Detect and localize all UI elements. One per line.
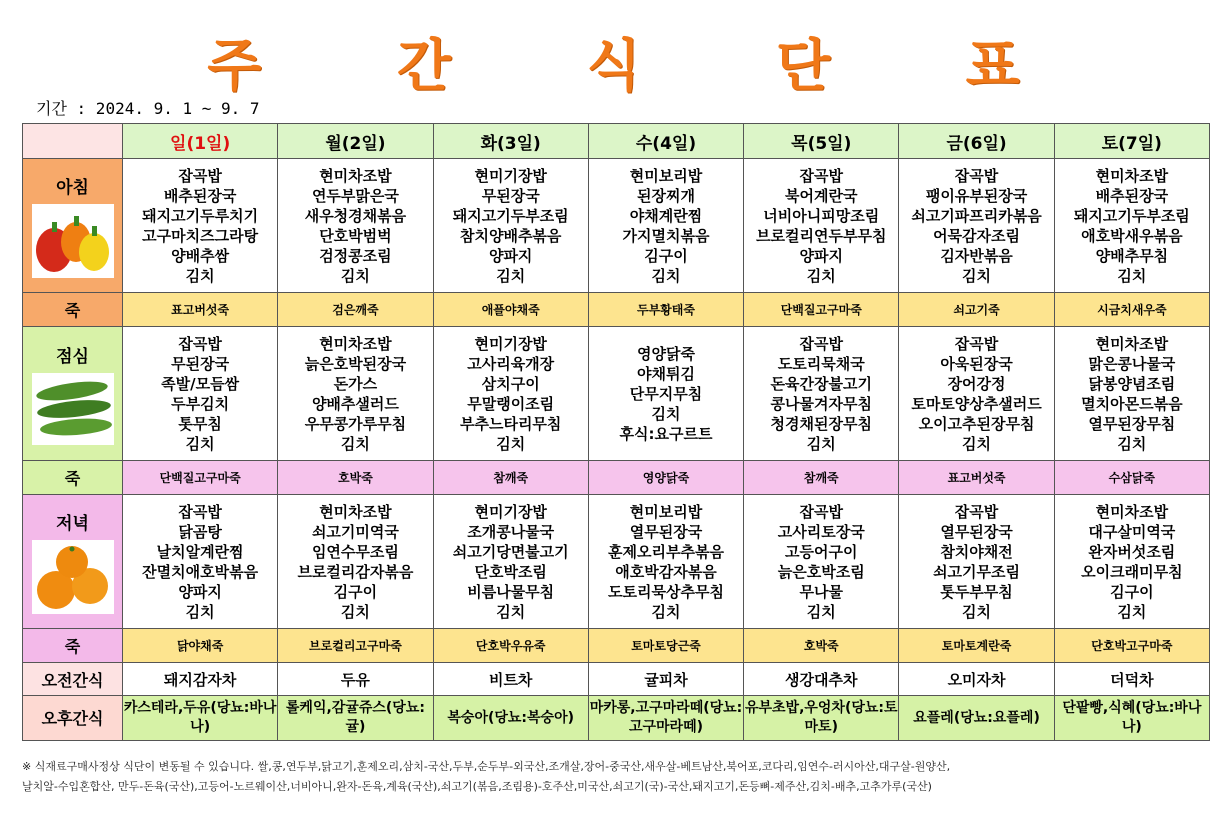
menu-item: (당뇨:바나나) <box>1121 700 1202 735</box>
day-header: 일(1일) <box>123 124 278 159</box>
menu-item: 영양닭죽 <box>637 344 695 363</box>
meal-cell <box>1054 159 1209 293</box>
menu-item: 닭봉양념조림 <box>1088 374 1176 393</box>
menu-item: 두부김치 <box>171 394 230 413</box>
menu-item: 오이고추된장무침 <box>918 414 1035 433</box>
menu-item: 배추된장국 <box>1095 186 1169 205</box>
snack-cell <box>123 696 278 741</box>
menu-item: 도토리묵상추무침 <box>608 582 724 601</box>
porridge-cell: 단백질고구마죽 <box>123 461 278 495</box>
menu-item: 단호박범벅 <box>319 226 392 245</box>
menu-item: 고사리토장국 <box>777 522 865 541</box>
meal-cell <box>433 495 588 629</box>
menu-item: 잡곡밥 <box>799 334 843 353</box>
menu-item: 김치 <box>962 266 992 285</box>
menu-item: 닭곰탕 <box>178 522 222 541</box>
day-header: 수(4일) <box>588 124 743 159</box>
tangerines-icon <box>32 540 114 614</box>
menu-item: 청경채된장무침 <box>770 414 872 433</box>
menu-item: 비름나물무침 <box>467 582 555 601</box>
menu-item: 잡곡밥 <box>954 502 999 521</box>
porridge-cell: 표고버섯죽 <box>899 461 1054 495</box>
meal-cell <box>123 159 278 293</box>
menu-item: 쇠고기당면불고기 <box>452 542 569 561</box>
menu-item: (당뇨:요플레) <box>953 709 1040 726</box>
menu-item: 김구이 <box>333 582 378 601</box>
menu-item: 김치 <box>651 266 681 285</box>
meal-cell <box>278 159 433 293</box>
snack-cell: 두유 <box>278 663 433 696</box>
menu-item: 카스테라,두유 <box>123 700 211 716</box>
breakfast-label: 아침 <box>56 178 89 198</box>
lunch-label: 점심 <box>56 347 89 367</box>
breakfast-label-cell <box>23 159 123 293</box>
porridge-label: 죽 <box>23 461 123 495</box>
meal-cell <box>278 327 433 461</box>
menu-item: 김치 <box>496 434 526 453</box>
menu-item: 고등어구이 <box>785 542 858 561</box>
menu-item: 돼지고기두부조림 <box>452 206 569 225</box>
dinner-row <box>23 495 1210 629</box>
porridge-row-morning <box>23 293 1210 327</box>
porridge-cell: 검은깨죽 <box>278 293 433 327</box>
menu-item: 족발/모듬쌈 <box>161 374 240 393</box>
day-header: 월(2일) <box>278 124 433 159</box>
menu-item: 잡곡밥 <box>799 502 843 521</box>
snack-cell <box>278 696 433 741</box>
menu-item: 톳무침 <box>178 414 222 433</box>
porridge-cell: 단호박고구마죽 <box>1054 629 1209 663</box>
menu-item: 늙은호박조림 <box>777 562 865 581</box>
menu-item: (당뇨:복숭아) <box>487 709 574 726</box>
porridge-cell: 시금치새우죽 <box>1054 293 1209 327</box>
menu-item: 롤케익,감귤쥬스 <box>285 700 386 716</box>
menu-item: 무된장국 <box>481 186 540 205</box>
menu-item: 김치 <box>340 434 370 453</box>
snack-pm-row <box>23 696 1210 741</box>
menu-item: 김치 <box>806 434 836 453</box>
snack-cell: 오미자차 <box>899 663 1054 696</box>
menu-item: 훈제오리부추볶음 <box>608 542 724 561</box>
menu-item: 새우청경채볶음 <box>304 206 407 225</box>
lunch-label-cell <box>23 327 123 461</box>
meal-cell <box>278 495 433 629</box>
menu-item: 김치 <box>1117 266 1147 285</box>
meal-cell <box>433 159 588 293</box>
menu-item: 김치 <box>651 602 681 621</box>
menu-item: 연두부맑은국 <box>311 186 399 205</box>
porridge-cell: 쇠고기죽 <box>899 293 1054 327</box>
meal-cell <box>588 327 743 461</box>
porridge-cell: 브로컬리고구마죽 <box>278 629 433 663</box>
menu-item: 돈육간장불고기 <box>770 374 872 393</box>
day-header: 목(5일) <box>744 124 899 159</box>
period-label: 기간 : 2024. 9. 1 ~ 9. 7 <box>36 99 260 118</box>
cucumbers-icon <box>32 373 114 445</box>
menu-item: 현미기장밥 <box>474 334 547 353</box>
menu-item: 배추된장국 <box>163 186 237 205</box>
menu-item: 쇠고기파프리카볶음 <box>911 206 1042 225</box>
menu-item: 김치 <box>962 602 992 621</box>
menu-item: 김구이 <box>644 246 688 265</box>
day-header: 토(7일) <box>1054 124 1209 159</box>
menu-item: 팽이유부된장국 <box>925 186 1028 205</box>
snack-cell <box>588 696 743 741</box>
menu-item: 김치 <box>185 434 215 453</box>
meal-cell <box>588 159 743 293</box>
porridge-cell: 참깨죽 <box>433 461 588 495</box>
porridge-row-midday <box>23 461 1210 495</box>
day-header: 화(3일) <box>433 124 588 159</box>
porridge-cell: 참깨죽 <box>744 461 899 495</box>
menu-item: 현미차조밥 <box>1095 166 1169 185</box>
menu-item: 완자버섯조림 <box>1088 542 1176 561</box>
porridge-cell: 호박죽 <box>744 629 899 663</box>
snack-cell <box>744 696 899 741</box>
meal-cell <box>899 159 1054 293</box>
porridge-cell: 단호박우유죽 <box>433 629 588 663</box>
menu-item: 양배추무침 <box>1095 246 1169 265</box>
breakfast-row <box>23 159 1210 293</box>
meal-cell <box>744 327 899 461</box>
menu-item: (당뇨:귤) <box>345 700 425 735</box>
menu-item: 양배추쌈 <box>171 246 230 265</box>
menu-item: 단팥빵,식혜 <box>1062 700 1136 716</box>
menu-item: 야채계란찜 <box>629 206 703 225</box>
menu-item: 쇠고기무조림 <box>933 562 1021 581</box>
menu-item: 잡곡밥 <box>799 166 843 185</box>
meal-cell <box>123 495 278 629</box>
header-row <box>23 124 1210 159</box>
menu-item: (당뇨:고구마라떼) <box>628 700 743 735</box>
menu-item: 김치 <box>1117 602 1147 621</box>
menu-item: 현미보리밥 <box>629 166 703 185</box>
snack-cell: 더덕차 <box>1054 663 1209 696</box>
dinner-label: 저녁 <box>56 514 89 534</box>
porridge-cell: 표고버섯죽 <box>123 293 278 327</box>
menu-item: 북어계란국 <box>785 186 858 205</box>
menu-item: 돼지고기두루치기 <box>142 206 259 225</box>
menu-item: 잡곡밥 <box>954 166 999 185</box>
porridge-cell: 수삼닭죽 <box>1054 461 1209 495</box>
menu-item: 김치 <box>806 266 836 285</box>
menu-item: 양배추샐러드 <box>311 394 399 413</box>
porridge-cell: 두부황태죽 <box>588 293 743 327</box>
menu-item: 김치 <box>962 434 992 453</box>
snack-cell: 돼지감자차 <box>123 663 278 696</box>
menu-item: 가지멸치볶음 <box>622 226 710 245</box>
meal-cell <box>588 495 743 629</box>
menu-item: 늙은호박된장국 <box>304 354 407 373</box>
menu-item: 날치알계란찜 <box>156 542 244 561</box>
menu-item: 임연수무조림 <box>311 542 399 561</box>
menu-item: 오이크래미무침 <box>1081 562 1183 581</box>
menu-item: 고구마치즈그라탕 <box>142 226 259 245</box>
menu-item: 요플레 <box>913 709 954 726</box>
menu-item: 현미차조밥 <box>319 334 392 353</box>
porridge-cell: 닭야채죽 <box>123 629 278 663</box>
menu-item: 잡곡밥 <box>178 502 222 521</box>
lunch-row <box>23 327 1210 461</box>
menu-item: 애호박감자볶음 <box>615 562 717 581</box>
porridge-cell: 애플야채죽 <box>433 293 588 327</box>
snack-cell <box>899 696 1054 741</box>
menu-item: 우무콩가루무침 <box>304 414 407 433</box>
porridge-cell: 호박죽 <box>278 461 433 495</box>
menu-item: 돼지고기두부조림 <box>1073 206 1190 225</box>
porridge-cell: 토마토계란죽 <box>899 629 1054 663</box>
footnote-line: ※ 식재료구매사정상 식단이 변동될 수 있습니다. 쌀,콩,연두부,닭고기,훈제오리,삼치-국산,두부,순두부-외국산,조개살,장어-중국산,새우살-베트남산,북어포,코다리,임연수-러시아산,대구살-원양산, <box>22 760 951 773</box>
menu-item: 김치 <box>185 602 215 621</box>
menu-item: 부추느타리무침 <box>459 414 562 433</box>
menu-item: 김치 <box>1117 434 1147 453</box>
day-header: 금(6일) <box>899 124 1054 159</box>
meal-cell <box>1054 327 1209 461</box>
menu-item: 김치 <box>496 266 526 285</box>
menu-item: (당뇨:토마토) <box>804 700 898 735</box>
meal-cell <box>1054 495 1209 629</box>
menu-item: 브로컬리연두부무침 <box>756 226 887 245</box>
menu-item: 복숭아 <box>447 709 488 726</box>
menu-item: 현미차조밥 <box>319 166 392 185</box>
menu-item: 단호박조림 <box>474 562 547 581</box>
menu-item: 쇠고기미역국 <box>311 522 399 541</box>
menu-item: 현미기장밥 <box>474 166 547 185</box>
meal-cell <box>899 327 1054 461</box>
menu-item: 도토리묵채국 <box>777 354 865 373</box>
menu-item: 김치 <box>496 602 526 621</box>
snack-cell <box>1054 696 1209 741</box>
menu-item: 김치 <box>340 266 370 285</box>
menu-item: 멸치아몬드볶음 <box>1081 394 1183 413</box>
menu-item: 후식:요구르트 <box>619 424 713 443</box>
menu-item: 잡곡밥 <box>954 334 999 353</box>
menu-item: 어묵감자조림 <box>933 226 1021 245</box>
footnote <box>22 757 1212 797</box>
menu-item: 김치 <box>651 404 681 423</box>
menu-item: 열무된장국 <box>629 522 703 541</box>
menu-item: 단무지무침 <box>629 384 703 403</box>
porridge-cell: 영양닭죽 <box>588 461 743 495</box>
menu-item: 유부초밥,우엉차 <box>744 700 845 716</box>
meal-cell <box>744 495 899 629</box>
menu-item: 야채튀김 <box>637 364 695 383</box>
menu-item: 조개콩나물국 <box>467 522 555 541</box>
porridge-label: 죽 <box>23 293 123 327</box>
menu-item: 무된장국 <box>171 354 230 373</box>
menu-item: 참치양배추볶음 <box>459 226 562 245</box>
menu-item: 된장찌개 <box>637 186 695 205</box>
porridge-cell: 단백질고구마죽 <box>744 293 899 327</box>
weekly-menu-table <box>22 123 1210 741</box>
meal-cell <box>899 495 1054 629</box>
menu-item: 열무된장국 <box>940 522 1013 541</box>
meal-cell <box>123 327 278 461</box>
menu-item: 잡곡밥 <box>178 166 222 185</box>
corner-cell <box>23 124 123 159</box>
menu-item: 너비아니피망조림 <box>763 206 880 225</box>
menu-item: 애호박새우볶음 <box>1081 226 1183 245</box>
menu-item: 김자반볶음 <box>940 246 1013 265</box>
menu-item: 김치 <box>806 602 836 621</box>
menu-item: 대구살미역국 <box>1088 522 1176 541</box>
meal-cell <box>433 327 588 461</box>
menu-item: 마카롱,고구마라떼 <box>589 700 704 716</box>
porridge-row-evening <box>23 629 1210 663</box>
menu-item: 김치 <box>340 602 370 621</box>
porridge-label: 죽 <box>23 629 123 663</box>
menu-item: 브로컬리감자볶음 <box>297 562 414 581</box>
menu-item: (당뇨:바나나) <box>190 700 277 735</box>
menu-item: 잔멸치애호박볶음 <box>142 562 259 581</box>
snack-cell: 비트차 <box>433 663 588 696</box>
menu-item: 아욱된장국 <box>940 354 1013 373</box>
menu-item: 현미차조밥 <box>319 502 392 521</box>
menu-item: 삼치구이 <box>481 374 540 393</box>
menu-item: 돈가스 <box>333 374 378 393</box>
menu-item: 무말랭이조림 <box>467 394 555 413</box>
menu-item: 톳두부무침 <box>940 582 1013 601</box>
menu-item: 콩나물겨자무침 <box>770 394 872 413</box>
snack-cell: 귤피차 <box>588 663 743 696</box>
menu-item: 현미차조밥 <box>1095 502 1169 521</box>
snack-pm-label: 오후간식 <box>23 696 123 741</box>
menu-item: 현미보리밥 <box>629 502 703 521</box>
menu-item: 현미차조밥 <box>1095 334 1169 353</box>
menu-item: 무나물 <box>799 582 843 601</box>
menu-item: 맑은콩나물국 <box>1088 354 1176 373</box>
menu-item: 양파지 <box>178 582 222 601</box>
meal-cell <box>744 159 899 293</box>
snack-cell: 생강대추차 <box>744 663 899 696</box>
menu-item: 열무된장무침 <box>1088 414 1176 433</box>
menu-item: 잡곡밥 <box>178 334 222 353</box>
footnote-line: 날치알-수입혼합산, 만두-돈육(국산),고등어-노르웨이산,너비아니,완자-돈육,계육(국산),쇠고기(볶음,조림용)-호주산,미국산,쇠고기(국)-국산,돼지고기,돈등뼈-제주산,김치-배추,고추가루(국산) <box>22 780 932 793</box>
peppers-icon <box>32 204 114 278</box>
snack-am-label: 오전간식 <box>23 663 123 696</box>
menu-item: 양파지 <box>799 246 843 265</box>
menu-item: 검정콩조림 <box>319 246 392 265</box>
menu-item: 토마토양상추샐러드 <box>911 394 1042 413</box>
menu-item: 장어강정 <box>947 374 1006 393</box>
menu-item: 참치야채전 <box>940 542 1013 561</box>
porridge-cell: 토마토당근죽 <box>588 629 743 663</box>
menu-item: 고사리육개장 <box>467 354 555 373</box>
menu-item: 현미기장밥 <box>474 502 547 521</box>
page-title: 주 간 식 단 표 <box>207 34 1078 99</box>
snack-am-row <box>23 663 1210 696</box>
menu-item: 양파지 <box>488 246 533 265</box>
dinner-label-cell <box>23 495 123 629</box>
menu-item: 김치 <box>185 266 215 285</box>
menu-item: 김구이 <box>1110 582 1154 601</box>
snack-cell <box>433 696 588 741</box>
